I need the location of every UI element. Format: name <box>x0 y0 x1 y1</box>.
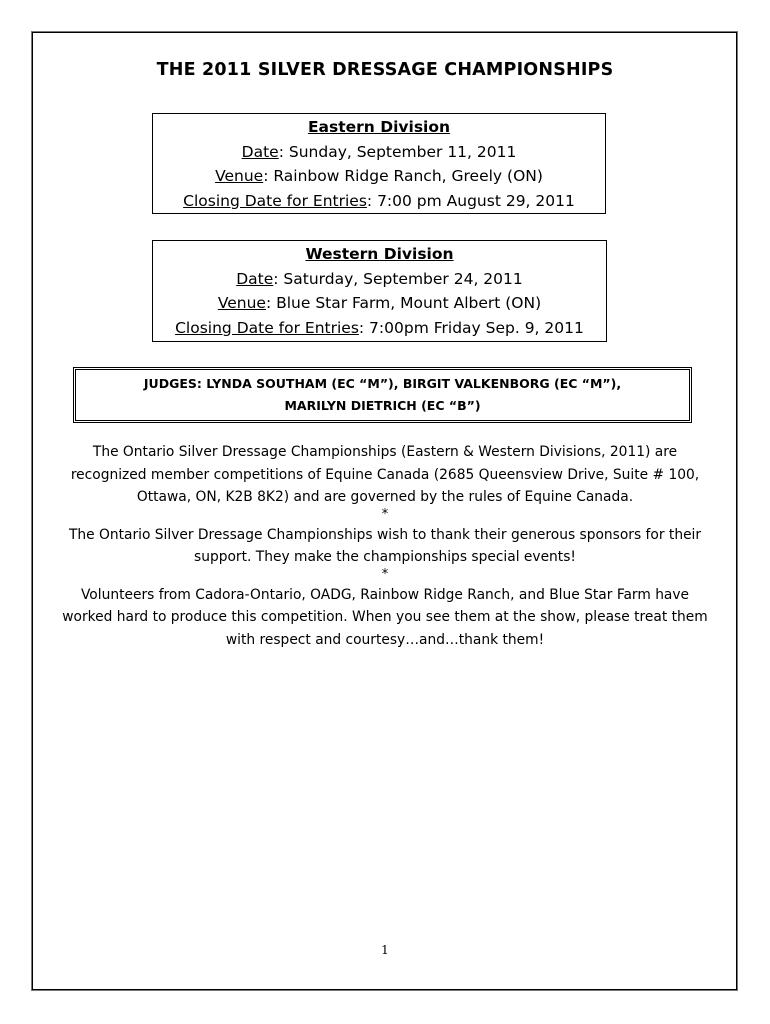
western-closing-value: : 7:00pm Friday Sep. 9, 2011 <box>358 318 584 337</box>
judges-box <box>73 367 692 423</box>
eastern-venue-label: Venue <box>215 167 264 185</box>
western-venue-label: Venue <box>217 294 266 312</box>
eastern-closing-line <box>153 189 605 214</box>
body-text <box>60 441 710 651</box>
western-division-box <box>152 240 607 342</box>
judges-line-2: MARILYN DIETRICH (EC “B”) <box>284 398 481 413</box>
eastern-division-box <box>152 113 606 214</box>
paragraph-volunteers: Volunteers from Cadora-Ontario, OADG, Rainbow Ridge Ranch, and Blue Star Farm have worked hard to produce this competition. When you see them at the show, please treat them with respect and courtesy…and…thank them! <box>62 586 708 648</box>
eastern-date-line <box>153 140 605 165</box>
eastern-date-value: : Sunday, September 11, 2011 <box>278 142 517 161</box>
eastern-venue-line <box>153 164 605 189</box>
eastern-closing-value: : 7:00 pm August 29, 2011 <box>366 191 575 210</box>
separator-star: * <box>381 566 389 582</box>
western-closing-line <box>153 316 606 341</box>
eastern-division-heading: Eastern Division <box>307 118 451 136</box>
eastern-closing-label: Closing Date for Entries <box>183 191 367 210</box>
eastern-date-label: Date <box>241 142 279 161</box>
paragraph-sponsors: The Ontario Silver Dressage Championships wish to thank their generous sponsors for their support. They make the championships special events! <box>68 526 702 565</box>
paragraph-membership: The Ontario Silver Dressage Championships (Eastern & Western Divisions, 2011) are recognized member competitions of Equine Canada (2685 Queensview Drive, Suite # 100, Ottawa, ON, K2B 8K2) and are governed by the rules of Equine Canada. <box>70 444 700 505</box>
western-date-label: Date <box>236 269 274 288</box>
judges-line-1: JUDGES: LYNDA SOUTHAM (EC “M”), BIRGIT VALKENBORG (EC “M”), <box>143 376 622 391</box>
page-number: 1 <box>381 943 389 957</box>
western-date-value: : Saturday, September 24, 2011 <box>273 269 523 288</box>
western-venue-value: : Blue Star Farm, Mount Albert (ON) <box>265 294 542 312</box>
document-title: THE 2011 SILVER DRESSAGE CHAMPIONSHIPS <box>156 60 614 80</box>
western-venue-line <box>153 291 606 316</box>
western-closing-label: Closing Date for Entries <box>175 318 359 337</box>
eastern-venue-value: : Rainbow Ridge Ranch, Greely (ON) <box>263 167 543 185</box>
western-date-line <box>153 267 606 292</box>
western-division-heading: Western Division <box>305 245 454 263</box>
separator-star: * <box>381 506 389 522</box>
